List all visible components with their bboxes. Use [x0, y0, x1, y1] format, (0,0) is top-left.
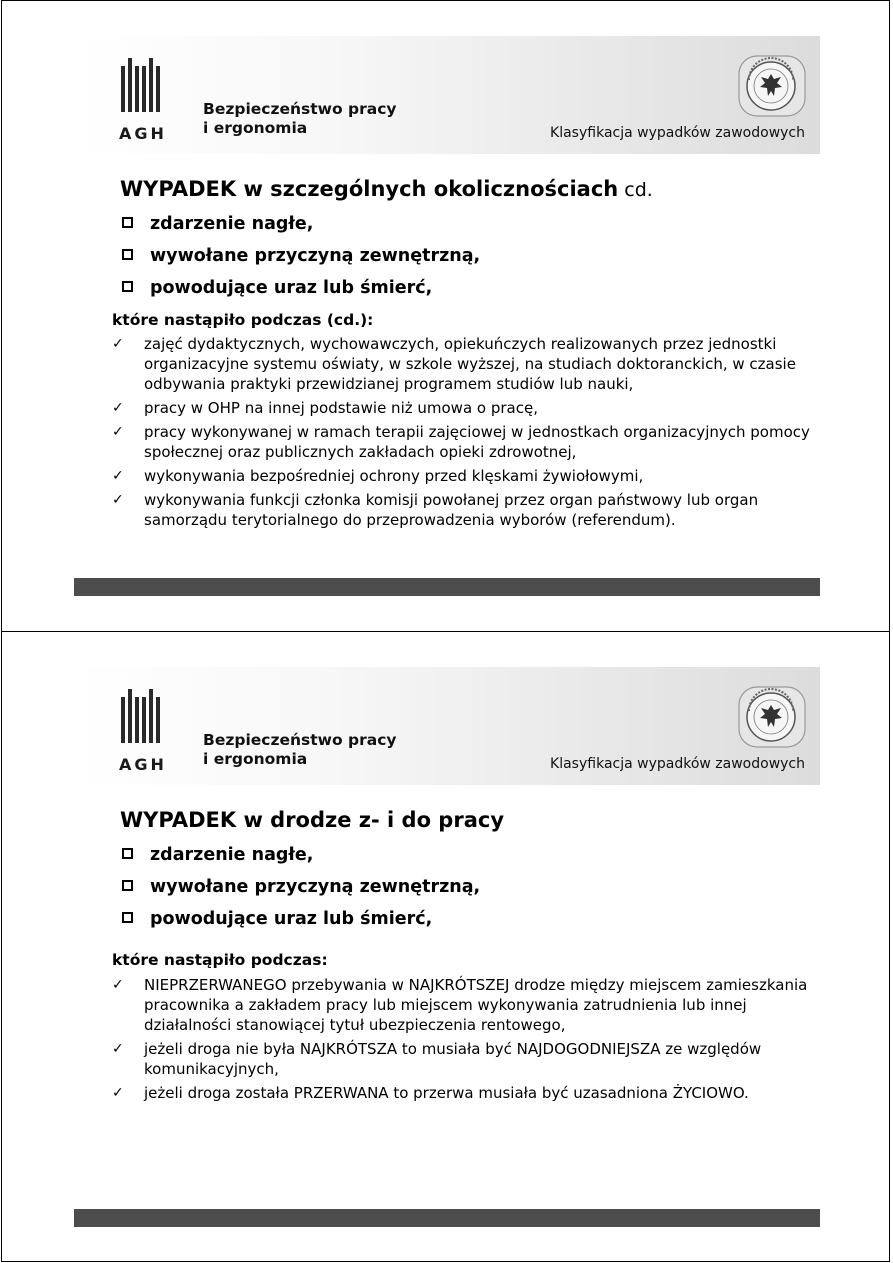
accident-properties-list: [120, 844, 480, 940]
course-title: [203, 100, 397, 138]
heading-text: WYPADEK w drodze z- i do pracy: [120, 808, 505, 832]
checkbox-icon: [122, 217, 133, 228]
checkmark-icon: ✓: [112, 977, 124, 993]
slide-header: [74, 36, 820, 154]
list-item: zdarzenie nagłe,: [120, 213, 480, 245]
checkmark-icon: ✓: [112, 468, 124, 484]
circumstances-list: [112, 334, 812, 534]
checkmark-icon: ✓: [112, 400, 124, 416]
checkmark-icon: ✓: [112, 1085, 124, 1101]
occurrence-intro: które nastąpiło podczas:: [112, 951, 328, 969]
agh-logo-text: AGH: [119, 755, 167, 774]
list-item: ✓ pracy wykonywanej w ramach terapii zajęciowej w jednostkach organizacyjnych pomocy społecznej oraz publicznych zakładach opieki zdrowotnej,: [112, 423, 810, 461]
list-item: zdarzenie nagłe,: [120, 844, 480, 876]
agh-logo: [119, 58, 171, 148]
section-title: Klasyfikacja wypadków zawodowych: [550, 125, 805, 141]
list-item: wywołane przyczyną zewnętrzną,: [120, 876, 480, 908]
checkbox-icon: [122, 848, 133, 859]
institution-seal-icon: [737, 50, 809, 122]
accident-properties-list: [120, 213, 480, 309]
agh-logo-bars-icon: [119, 689, 171, 751]
heading-suffix: cd.: [618, 179, 653, 201]
institution-seal-icon: [737, 681, 809, 753]
course-title-line2: i ergonomia: [203, 750, 308, 768]
list-item: ✓ jeżeli droga została PRZERWANA to przerwa musiała być uzasadniona ŻYCIOWO.: [112, 1084, 749, 1102]
footer-bar: [74, 578, 820, 596]
agh-logo-text: AGH: [119, 124, 167, 143]
heading-text: WYPADEK w szczególnych okolicznościach: [120, 177, 619, 201]
course-title-line2: i ergonomia: [203, 119, 308, 137]
checkmark-icon: ✓: [112, 336, 124, 352]
agh-logo: [119, 689, 171, 779]
checkmark-icon: ✓: [112, 424, 124, 440]
checkmark-icon: ✓: [112, 492, 124, 508]
occurrence-intro: które nastąpiło podczas (cd.):: [112, 311, 374, 329]
footer-bar: [74, 1209, 820, 1227]
section-title: Klasyfikacja wypadków zawodowych: [550, 756, 805, 772]
checkmark-icon: ✓: [112, 1041, 124, 1057]
course-title-line1: Bezpieczeństwo pracy: [203, 731, 397, 749]
list-item: ✓ jeżeli droga nie była NAJKRÓTSZA to musiała być NAJDOGODNIEJSZA ze względów komunikacyjnych,: [112, 1040, 762, 1078]
checkbox-icon: [122, 912, 133, 923]
slide-header: [74, 667, 820, 785]
list-item: ✓ wykonywania bezpośredniej ochrony przed klęskami żywiołowymi,: [112, 467, 644, 485]
list-item: ✓ pracy w OHP na innej podstawie niż umowa o pracę,: [112, 399, 538, 417]
course-title: [203, 731, 397, 769]
course-title-line1: Bezpieczeństwo pracy: [203, 100, 397, 118]
list-item: powodujące uraz lub śmierć,: [120, 277, 480, 309]
slide-1: [1, 0, 890, 632]
list-item: ✓ NIEPRZERWANEGO przebywania w NAJKRÓTSZEJ drodze między miejscem zamieszkania pracownika a zakładem pracy lub miejscem wykonywania zatrudnienia lub innej działalności stanowiącej tytuł ubezpieczenia rentowego,: [112, 976, 808, 1034]
slide-heading: [120, 177, 653, 201]
slide-2: [1, 631, 890, 1262]
slide-heading: [120, 808, 504, 832]
list-item: wywołane przyczyną zewnętrzną,: [120, 245, 480, 277]
circumstances-list: [112, 975, 812, 1107]
list-item: ✓ zajęć dydaktycznych, wychowawczych, opiekuńczych realizowanych przez jednostki organizacyjne systemu oświaty, w szkole wyższej, na studiach doktoranckich, w czasie odbywania praktyki przewidzianej programem studiów lub nauki,: [112, 335, 796, 393]
checkbox-icon: [122, 249, 133, 260]
checkbox-icon: [122, 281, 133, 292]
agh-logo-bars-icon: [119, 58, 171, 120]
checkbox-icon: [122, 880, 133, 891]
list-item: ✓ wykonywania funkcji członka komisji powołanej przez organ państwowy lub organ samorządu terytorialnego do przeprowadzenia wyborów (referendum).: [112, 491, 759, 529]
list-item: powodujące uraz lub śmierć,: [120, 908, 480, 940]
